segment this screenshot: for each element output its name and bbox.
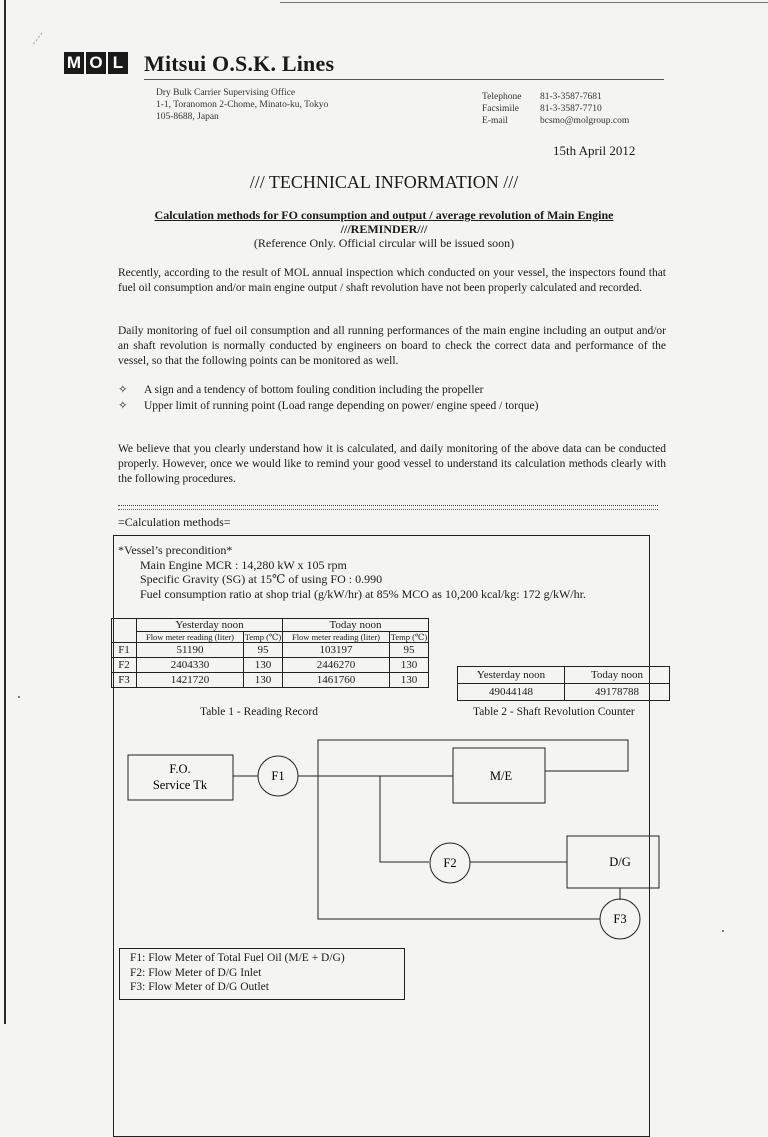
contact-block: [482, 91, 629, 127]
contact-value: 81-3-3587-7681: [540, 92, 602, 102]
legend-item: F2: Flow Meter of D/G Inlet: [130, 966, 262, 979]
reference-note: (Reference Only. Official circular will be issued soon): [253, 236, 515, 250]
table-subheader: Flow meter reading (liter): [283, 632, 390, 643]
table-cell: 2446270: [283, 658, 390, 673]
address-line: 1-1, Toranomon 2-Chome, Minato-ku, Tokyo: [156, 100, 329, 110]
table-caption: Table 1 - Reading Record: [200, 706, 318, 718]
address-line: 105-8688, Japan: [156, 112, 219, 122]
body-paragraph: Daily monitoring of fuel oil consumption and all running performances of the main engine including an output and/or an shaft revolution is normally conducted by engineers on board to check the correct data and performance of the vessel, so that the following points can be monitored as well.: [118, 325, 666, 367]
bullet-text: Upper limit of running point (Load range depending on power/ engine speed / torque): [144, 400, 539, 412]
bullet-list: [118, 382, 538, 414]
table-header-row: [458, 667, 670, 684]
scan-edge-top: [280, 2, 768, 3]
meter-label: F1: [271, 769, 285, 783]
contact-value: 81-3-3587-7710: [540, 104, 602, 114]
table-cell: 130: [244, 673, 283, 688]
bullet-text: A sign and a tendency of bottom fouling condition including the propeller: [144, 384, 484, 396]
table-group-header: Yesterday noon: [137, 619, 283, 632]
table-row: [112, 658, 429, 673]
precondition-line: Specific Gravity (SG) at 15℃ of using FO : 0.990: [140, 572, 383, 586]
document-subject: Calculation methods for FO consumption and output / average revolution of Main Engine: [154, 208, 614, 222]
body-paragraph: We believe that you clearly understand how it is calculated, and daily monitoring of the above data can be conducted properly. However, once we would like to remind your good vessel to understand its calculation methods clearly with the following procedures.: [118, 443, 666, 485]
table-subheader: Flow meter reading (liter): [137, 632, 244, 643]
body-paragraph: Recently, according to the result of MOL annual inspection which conducted on your vessel, the inspectors found that fuel oil consumption and/or main engine output / shaft revolution have not been properly calculated and recorded.: [118, 267, 666, 294]
company-name: Mitsui O.S.K. Lines: [144, 51, 335, 76]
contact-telephone: [482, 91, 629, 103]
legend-item: F3: Flow Meter of D/G Outlet: [130, 981, 269, 993]
row-label: F2: [112, 658, 137, 673]
table-subheader: Temp (℃): [244, 632, 282, 642]
meter-label: F2: [443, 856, 457, 870]
row-label: F3: [112, 673, 137, 688]
reading-record-table: [111, 618, 429, 688]
table-caption: Table 2 - Shaft Revolution Counter: [473, 706, 635, 718]
table-cell: 130: [390, 658, 429, 673]
precondition-line: Main Engine MCR : 14,280 kW x 105 rpm: [140, 557, 347, 572]
contact-label: E-mail: [482, 116, 508, 126]
table-cell: 51190: [137, 643, 244, 658]
contact-label: Facsimile: [482, 104, 519, 114]
speck: [722, 930, 724, 932]
logo-letter: L: [108, 52, 128, 74]
logo-letter: M: [64, 52, 84, 74]
speck: [18, 696, 20, 698]
company-logo: [64, 52, 128, 74]
address-line: Dry Bulk Carrier Supervising Office: [156, 88, 296, 98]
table-subheader: Temp (℃): [390, 632, 428, 642]
table-cell: 49178788: [565, 684, 670, 701]
precondition-line: Fuel consumption ratio at shop trial (g/kW/hr) at 85% MCO as 10,200 kcal/kg: 172 g/kW/hr.: [140, 586, 586, 601]
contact-label: Telephone: [482, 92, 522, 102]
table-cell: 130: [390, 673, 429, 688]
table-row: [458, 684, 670, 701]
dotted-separator: [118, 505, 658, 510]
table-row: [112, 673, 429, 688]
reminder-label: ///REMINDER///: [340, 222, 428, 236]
meter-label: F3: [613, 912, 627, 926]
diesel-generator-label: D/G: [609, 855, 631, 869]
table-cell: 95: [390, 643, 429, 658]
table-subheader-row: [112, 632, 429, 643]
logo-letter: O: [86, 52, 106, 74]
table-group-header: Today noon: [283, 619, 429, 632]
table-header-row: [112, 619, 429, 632]
tank-label: Service Tk: [152, 778, 208, 792]
document-date: 15th April 2012: [553, 143, 636, 158]
diagram-legend: [119, 948, 405, 1000]
diamond-star-icon: ✧: [118, 400, 128, 412]
bullet-item: [118, 382, 538, 398]
table-cell: 130: [244, 658, 283, 673]
table-cell: 103197: [283, 643, 390, 658]
table-corner-cell: [112, 619, 137, 643]
contact-value: bcsmo@molgroup.com: [540, 116, 630, 126]
vessel-precondition: [118, 543, 586, 601]
header-divider: [144, 79, 664, 80]
table-cell: 2404330: [137, 658, 244, 673]
precondition-heading: *Vessel’s precondition*: [118, 543, 233, 557]
table-cell: 1421720: [137, 673, 244, 688]
tank-label: F.O.: [169, 762, 191, 776]
document-title: /// TECHNICAL INFORMATION ///: [249, 172, 519, 192]
contact-email: [482, 115, 629, 127]
legend-item: F1: Flow Meter of Total Fuel Oil (M/E + D/G): [130, 952, 345, 964]
table-header: Today noon: [565, 667, 670, 684]
office-address: [156, 87, 328, 123]
table-cell: 49044148: [458, 684, 565, 701]
table-header: Yesterday noon: [458, 667, 565, 684]
margin-mark: [30, 32, 44, 48]
shaft-revolution-table: [457, 666, 670, 701]
table-row: [112, 643, 429, 658]
row-label: F1: [112, 643, 137, 658]
diamond-star-icon: ✧: [118, 384, 128, 396]
scan-edge: [4, 0, 6, 1024]
table-cell: 95: [244, 643, 283, 658]
contact-facsimile: [482, 103, 629, 115]
main-engine-label: M/E: [489, 769, 513, 783]
table-cell: 1461760: [283, 673, 390, 688]
bullet-item: [118, 398, 538, 414]
section-heading: =Calculation methods=: [118, 515, 231, 529]
